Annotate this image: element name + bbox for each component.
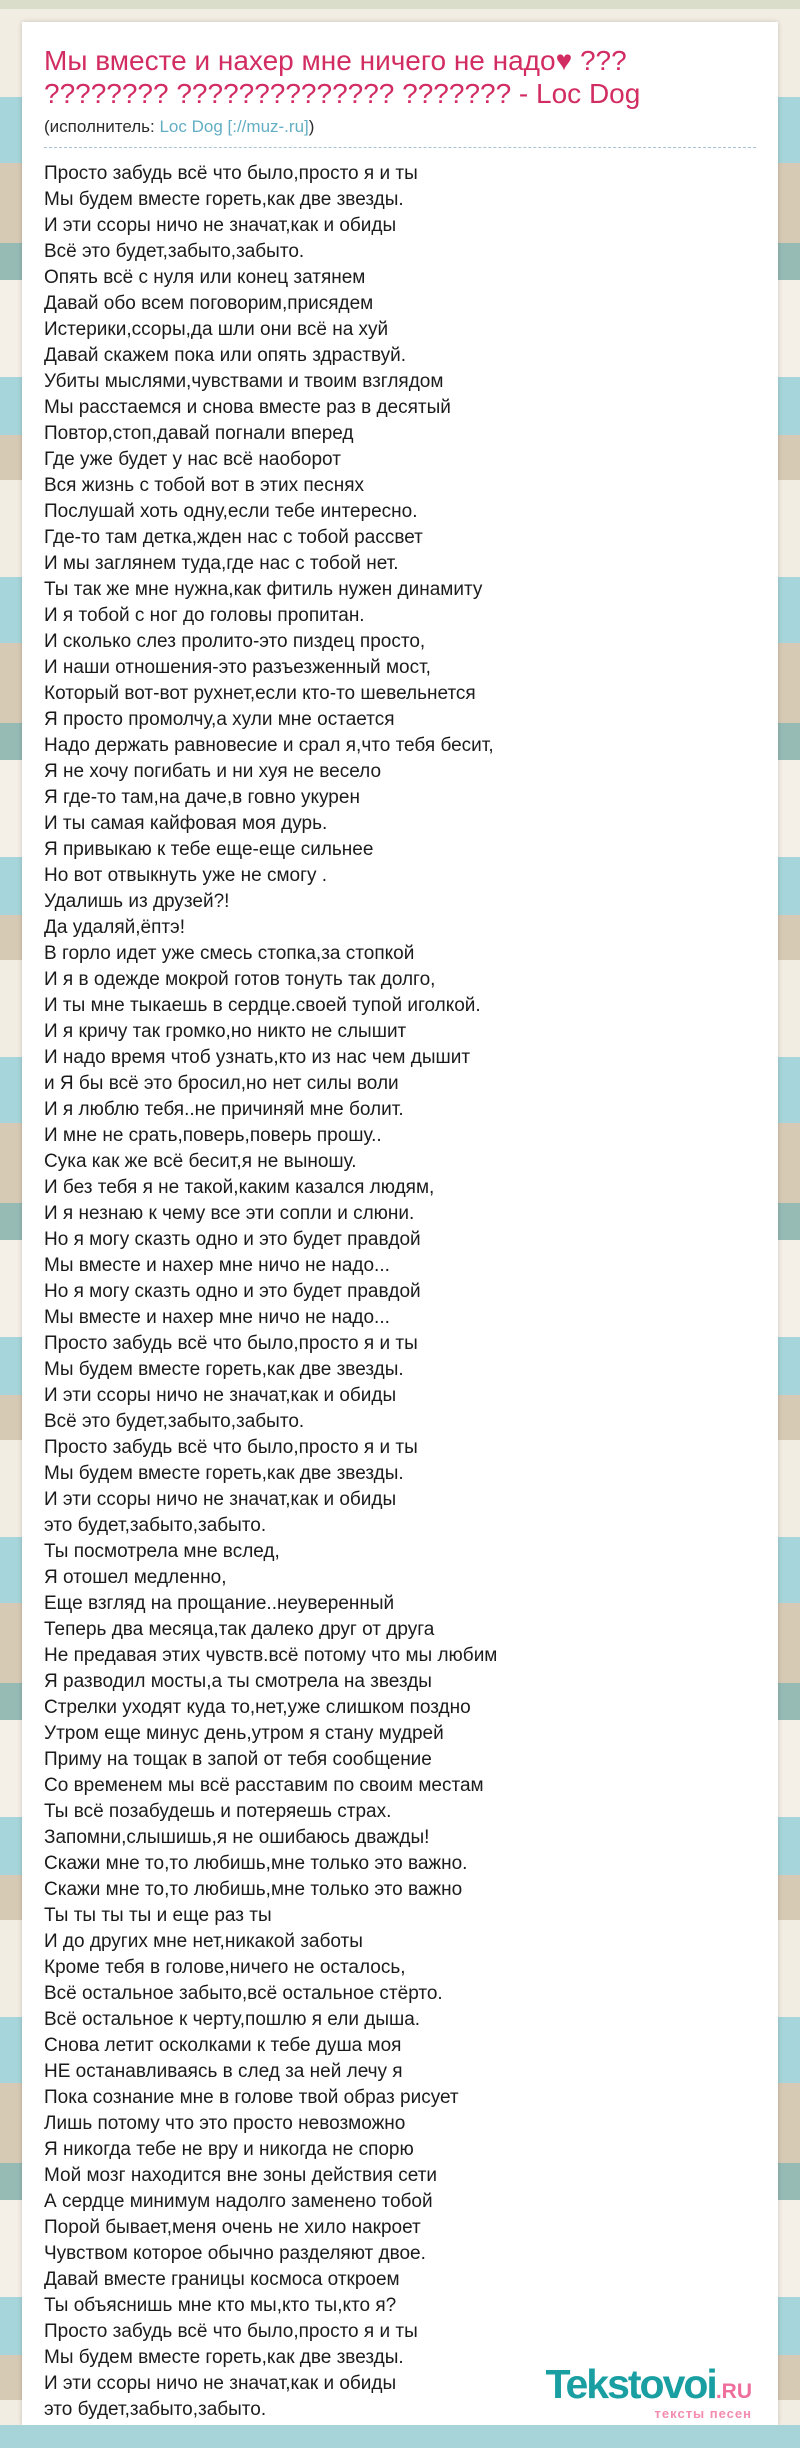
lyric-line: Давай обо всем поговорим,присядем: [44, 293, 374, 314]
lyric-line: Где-то там детка,жден нас с тобой рассвет: [44, 527, 423, 548]
lyric-line: Я где-то там,на даче,в говно укурен: [44, 787, 360, 808]
lyric-line: Мы вместе и нахер мне ничо не надо...: [44, 1307, 390, 1328]
lyric-line: Повтор,стоп,давай погнали вперед: [44, 423, 354, 444]
lyric-line: Мы вместе и нахер мне ничо не надо...: [44, 1255, 390, 1276]
lyric-line: И я в одежде мокрой готов тонуть так долго,: [44, 969, 436, 990]
lyrics-text: [44, 161, 756, 2423]
site-logo[interactable]: [545, 2361, 752, 2421]
lyric-line: И я незнаю к чему все эти сопли и слюни.: [44, 1203, 415, 1224]
lyric-line: Давай вместе границы космоса откроем: [44, 2269, 400, 2290]
lyric-line: И надо время чтоб узнать,кто из нас чем дышит: [44, 1047, 471, 1068]
lyric-line: Истерики,ссоры,да шли они всё на хуй: [44, 319, 389, 340]
lyric-line: И без тебя я не такой,каким казался людям,: [44, 1177, 435, 1198]
lyric-line: И эти ссоры ничо не значат,как и обиды: [44, 2373, 397, 2394]
lyric-line: Утром еще минус день,утром я стану мудрей: [44, 1723, 444, 1744]
lyric-line: Я отошел медленно,: [44, 1567, 227, 1588]
lyric-line: И мы заглянем туда,где нас с тобой нет.: [44, 553, 399, 574]
lyric-line: Мой мозг находится вне зоны действия сети: [44, 2165, 438, 2186]
lyric-line: Просто забудь всё что было,просто я и ты: [44, 163, 418, 184]
lyric-line: Мы расстаемся и снова вместе раз в десятый: [44, 397, 451, 418]
lyric-line: Мы будем вместе гореть,как две звезды.: [44, 1359, 404, 1380]
lyric-line: Не предавая этих чувств.всё потому что мы любим: [44, 1645, 498, 1666]
lyric-line: Я не хочу погибать и ни хуя не весело: [44, 761, 382, 782]
lyric-line: И я люблю тебя..не причиняй мне болит.: [44, 1099, 404, 1120]
lyric-line: Сука как же всё бесит,я не выношу.: [44, 1151, 357, 1172]
lyric-line: Всё остальное забыто,всё остальное стёрто.: [44, 1983, 443, 2004]
lyric-line: И мне не срать,поверь,поверь прошу..: [44, 1125, 382, 1146]
lyric-line: Скажи мне то,то любишь,мне только это важно.: [44, 1853, 468, 1874]
lyric-line: Но я могу сказть одно и это будет правдой: [44, 1229, 421, 1250]
lyric-line: Но вот отвыкнуть уже не смогу .: [44, 865, 328, 886]
lyric-line: Пока сознание мне в голове твой образ рисует: [44, 2087, 459, 2108]
lyric-line: И я кричу так громко,но никто не слышит: [44, 1021, 407, 1042]
lyric-line: В горло идет уже смесь стопка,за стопкой: [44, 943, 415, 964]
lyric-line: И ты мне тыкаешь в сердце.своей тупой иголкой.: [44, 995, 481, 1016]
lyric-line: Я никогда тебе не вру и никогда не спорю: [44, 2139, 414, 2160]
lyric-line: Мы будем вместе гореть,как две звезды.: [44, 2347, 404, 2368]
lyric-line: Я просто промолчу,а хули мне остается: [44, 709, 395, 730]
artist-label-close: ): [308, 117, 315, 136]
lyric-line: Удалишь из друзей?!: [44, 891, 230, 912]
lyric-line: Давай скажем пока или опять здраствуй.: [44, 345, 407, 366]
lyric-line: И эти ссоры ничо не значат,как и обиды: [44, 1385, 397, 1406]
lyric-line: И сколько слез пролито-это пиздец просто,: [44, 631, 426, 652]
lyric-line: Еще взгляд на прощание..неуверенный: [44, 1593, 395, 1614]
lyric-line: Стрелки уходят куда то,нет,уже слишком поздно: [44, 1697, 471, 1718]
lyric-line: Кроме тебя в голове,ничего не осталось,: [44, 1957, 406, 1978]
lyric-line: Ты так же мне нужна,как фитиль нужен динамиту: [44, 579, 483, 600]
site-logo-suffix: .RU: [715, 2380, 752, 2403]
lyric-line: Ты посмотрела мне вслед,: [44, 1541, 280, 1562]
lyric-line: Просто забудь всё что было,просто я и ты: [44, 1333, 418, 1354]
lyric-line: Всё это будет,забыто,забыто.: [44, 241, 305, 262]
lyric-line: Послушай хоть одну,если тебе интересно.: [44, 501, 418, 522]
lyric-line: это будет,забыто,забыто.: [44, 2399, 267, 2420]
lyric-line: Просто забудь всё что было,просто я и ты: [44, 1437, 418, 1458]
lyric-line: Снова летит осколками к тебе душа моя: [44, 2035, 402, 2056]
lyric-line: Где уже будет у нас всё наоборот: [44, 449, 341, 470]
lyric-line: Мы будем вместе гореть,как две звезды.: [44, 189, 404, 210]
page-title: Мы вместе и нахер мне ничего не надо♥ ??? ???????? ?????????????? ??????? - Loc Dog: [44, 45, 641, 109]
lyric-line: Чувством которое обычно разделяют двое.: [44, 2243, 426, 2264]
lyric-line: Всё остальное к черту,пошлю я ели дыша.: [44, 2009, 421, 2030]
lyric-line: Вся жизнь с тобой вот в этих песнях: [44, 475, 365, 496]
lyric-line: Но я могу сказть одно и это будет правдой: [44, 1281, 421, 1302]
site-logo-main: Tekstovoi: [545, 2361, 716, 2407]
lyric-line: Ты всё позабудешь и потеряешь страх.: [44, 1801, 392, 1822]
lyric-line: и Я бы всё это бросил,но нет силы воли: [44, 1073, 399, 1094]
lyric-line: Запомни,слышишь,я не ошибаюсь дважды!: [44, 1827, 430, 1848]
lyric-line: Опять всё с нуля или конец затянем: [44, 267, 366, 288]
lyric-line: И я тобой с ног до головы пропитан.: [44, 605, 365, 626]
lyric-line: Со временем мы всё расставим по своим местам: [44, 1775, 484, 1796]
lyric-line: Мы будем вместе гореть,как две звезды.: [44, 1463, 404, 1484]
lyric-line: И эти ссоры ничо не значат,как и обиды: [44, 215, 397, 236]
lyric-line: НЕ останавливаясь в след за ней лечу я: [44, 2061, 403, 2082]
lyric-line: Просто забудь всё что было,просто я и ты: [44, 2321, 418, 2342]
lyric-line: А сердце минимум надолго заменено тобой: [44, 2191, 433, 2212]
lyric-line: Ты объяснишь мне кто мы,кто ты,кто я?: [44, 2295, 397, 2316]
lyric-line: Всё это будет,забыто,забыто.: [44, 1411, 305, 1432]
site-logo-tagline: тексты песен: [654, 2406, 752, 2421]
lyric-line: Убиты мыслями,чувствами и твоим взглядом: [44, 371, 444, 392]
artist-line: [44, 116, 756, 148]
lyric-line: Надо держать равновесие и срал я,что тебя бесит,: [44, 735, 494, 756]
background-top-band: [0, 0, 800, 9]
lyric-line: Который вот-вот рухнет,если кто-то шевельнется: [44, 683, 476, 704]
lyrics-card: [22, 22, 778, 2425]
site-logo-wordmark: [545, 2361, 752, 2407]
lyric-line: Да удаляй,ёптэ!: [44, 917, 186, 938]
lyric-line: Скажи мне то,то любишь,мне только это важно: [44, 1879, 463, 1900]
lyric-line: Я разводил мосты,а ты смотрела на звезды: [44, 1671, 432, 1692]
background-bottom-band: [0, 2425, 800, 2448]
lyric-line: Ты ты ты ты и еще раз ты: [44, 1905, 272, 1926]
lyric-line: Я привыкаю к тебе еще-еще сильнее: [44, 839, 374, 860]
lyric-line: И эти ссоры ничо не значат,как и обиды: [44, 1489, 397, 1510]
lyric-line: И до других мне нет,никакой заботы: [44, 1931, 363, 1952]
lyric-line: Порой бывает,меня очень не хило накроет: [44, 2217, 421, 2238]
lyric-line: Приму на тощак в запой от тебя сообщение: [44, 1749, 432, 1770]
lyric-line: И наши отношения-это разъезженный мост,: [44, 657, 431, 678]
lyric-line: Лишь потому что это просто невозможно: [44, 2113, 406, 2134]
artist-link[interactable]: Loc Dog [://muz-.ru]: [159, 117, 309, 136]
lyric-line: это будет,забыто,забыто.: [44, 1515, 267, 1536]
artist-label: (исполнитель:: [44, 117, 160, 136]
lyric-line: Теперь два месяца,так далеко друг от друга: [44, 1619, 435, 1640]
lyric-line: И ты самая кайфовая моя дурь.: [44, 813, 328, 834]
